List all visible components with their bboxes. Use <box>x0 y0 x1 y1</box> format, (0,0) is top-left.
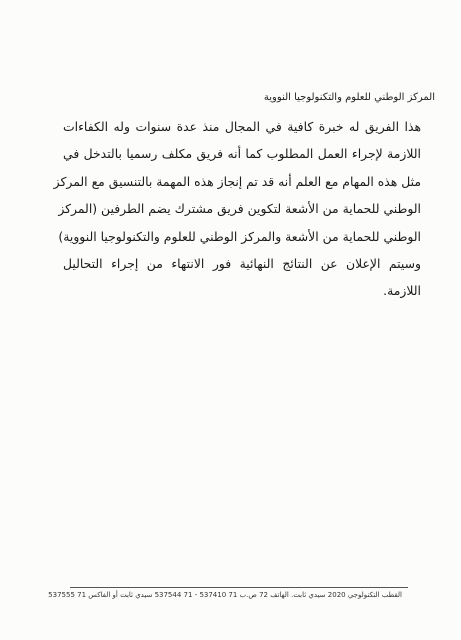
letterhead-organization: المركز الوطني للعلوم والتكنولوجيا النووية <box>263 92 435 103</box>
body-line: اللازمة. <box>383 283 421 299</box>
body-line: الوطني للحماية من الأشعة لتكوين فريق مشترك يضم الطرفين (المركز <box>58 201 421 217</box>
body-line: اللازمة لإجراء العمل المطلوب كما أنه فريق مكلف رسميا بالتدخل في <box>63 146 421 162</box>
body-line: مثل هذه المهام مع العلم أنه قد تم إنجاز هذه المهمة بالتنسيق مع المركز <box>53 173 421 189</box>
body-line: وسيتم الإعلان عن النتائج النهائية فور الانتهاء من إجراء التحاليل <box>63 256 421 272</box>
body-paragraph <box>53 113 421 305</box>
body-line: هذا الفريق له خبرة كافية في المجال منذ عدة سنوات وله الكفاءات <box>63 119 421 134</box>
body-line: الوطني للحماية من الأشعة والمركز الوطني للعلوم والتكنولوجيا النووية) <box>58 228 421 244</box>
footer-divider <box>70 587 408 588</box>
footer-contact: القطب التكنولوجي 2020 سيدي ثابت. الهاتف 72 ص.ب 71 537410 - 71 537544 سيدي ثابت أو الفاكس 71 537555 <box>48 591 402 599</box>
